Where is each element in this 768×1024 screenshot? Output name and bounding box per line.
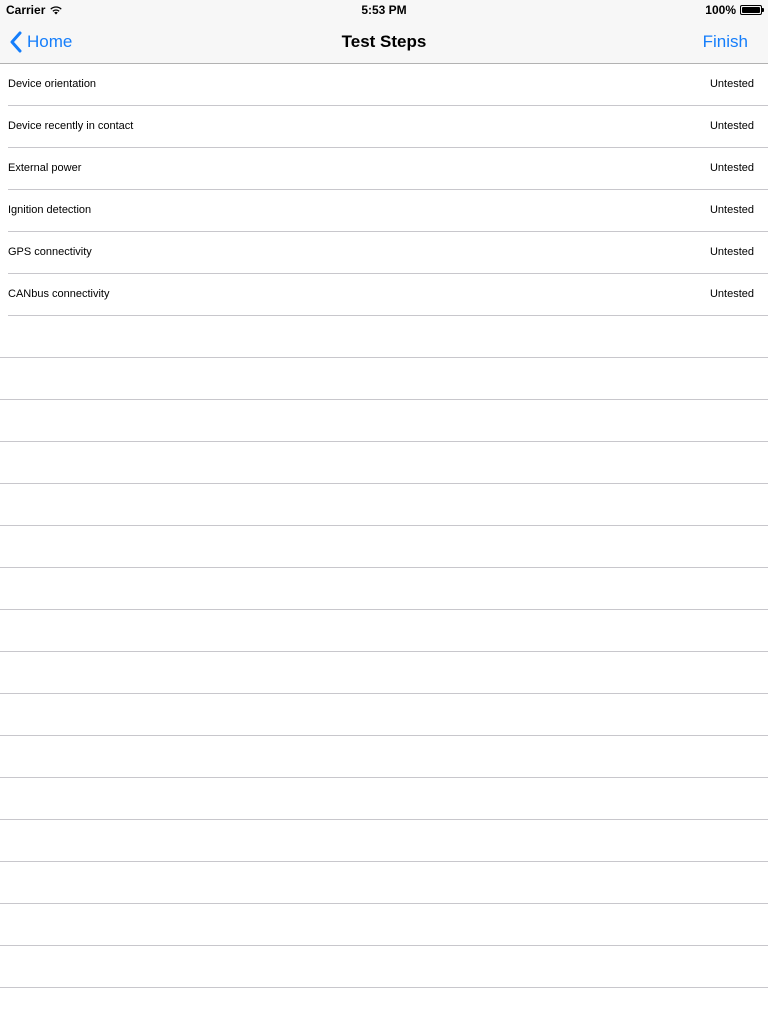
finish-button[interactable]: Finish (702, 32, 748, 51)
empty-row (0, 526, 768, 568)
empty-row (0, 316, 768, 358)
test-step-label: Device recently in contact (8, 120, 134, 132)
empty-row (0, 904, 768, 946)
empty-row (0, 820, 768, 862)
table-row[interactable] (0, 148, 768, 190)
empty-row (0, 484, 768, 526)
test-step-label: Ignition detection (8, 204, 92, 216)
battery-cap (762, 8, 764, 12)
table-row[interactable] (0, 106, 768, 148)
test-step-status: Untested (709, 120, 754, 132)
navigation-bar (0, 20, 768, 64)
test-step-label: External power (8, 162, 82, 174)
test-steps-table (0, 64, 768, 988)
battery-fill (742, 7, 760, 13)
status-time: 5:53 PM (361, 3, 407, 17)
back-button[interactable] (10, 20, 72, 64)
test-step-label: CANbus connectivity (8, 288, 110, 300)
empty-row (0, 694, 768, 736)
test-step-status: Untested (709, 162, 754, 174)
test-step-status: Untested (709, 78, 754, 90)
chevron-left-icon (10, 31, 22, 53)
table-row[interactable] (0, 232, 768, 274)
empty-row (0, 736, 768, 778)
table-row[interactable] (0, 274, 768, 316)
battery-icon (740, 5, 762, 15)
empty-row (0, 610, 768, 652)
table-row[interactable] (0, 64, 768, 106)
test-step-status: Untested (709, 204, 754, 216)
battery-group (705, 3, 762, 17)
empty-row (0, 442, 768, 484)
empty-row (0, 778, 768, 820)
status-bar (0, 0, 768, 20)
empty-row (0, 400, 768, 442)
carrier-label: Carrier (6, 3, 46, 17)
empty-row (0, 652, 768, 694)
test-step-status: Untested (709, 288, 754, 300)
test-step-label: Device orientation (8, 78, 97, 90)
battery-percentage: 100% (705, 3, 736, 17)
test-step-status: Untested (709, 246, 754, 258)
test-step-label: GPS connectivity (8, 246, 92, 258)
empty-row (0, 862, 768, 904)
empty-row (0, 568, 768, 610)
empty-row (0, 358, 768, 400)
empty-row (0, 946, 768, 988)
table-row[interactable] (0, 190, 768, 232)
back-button-label: Home (27, 32, 73, 51)
page-title: Test Steps (341, 32, 427, 51)
